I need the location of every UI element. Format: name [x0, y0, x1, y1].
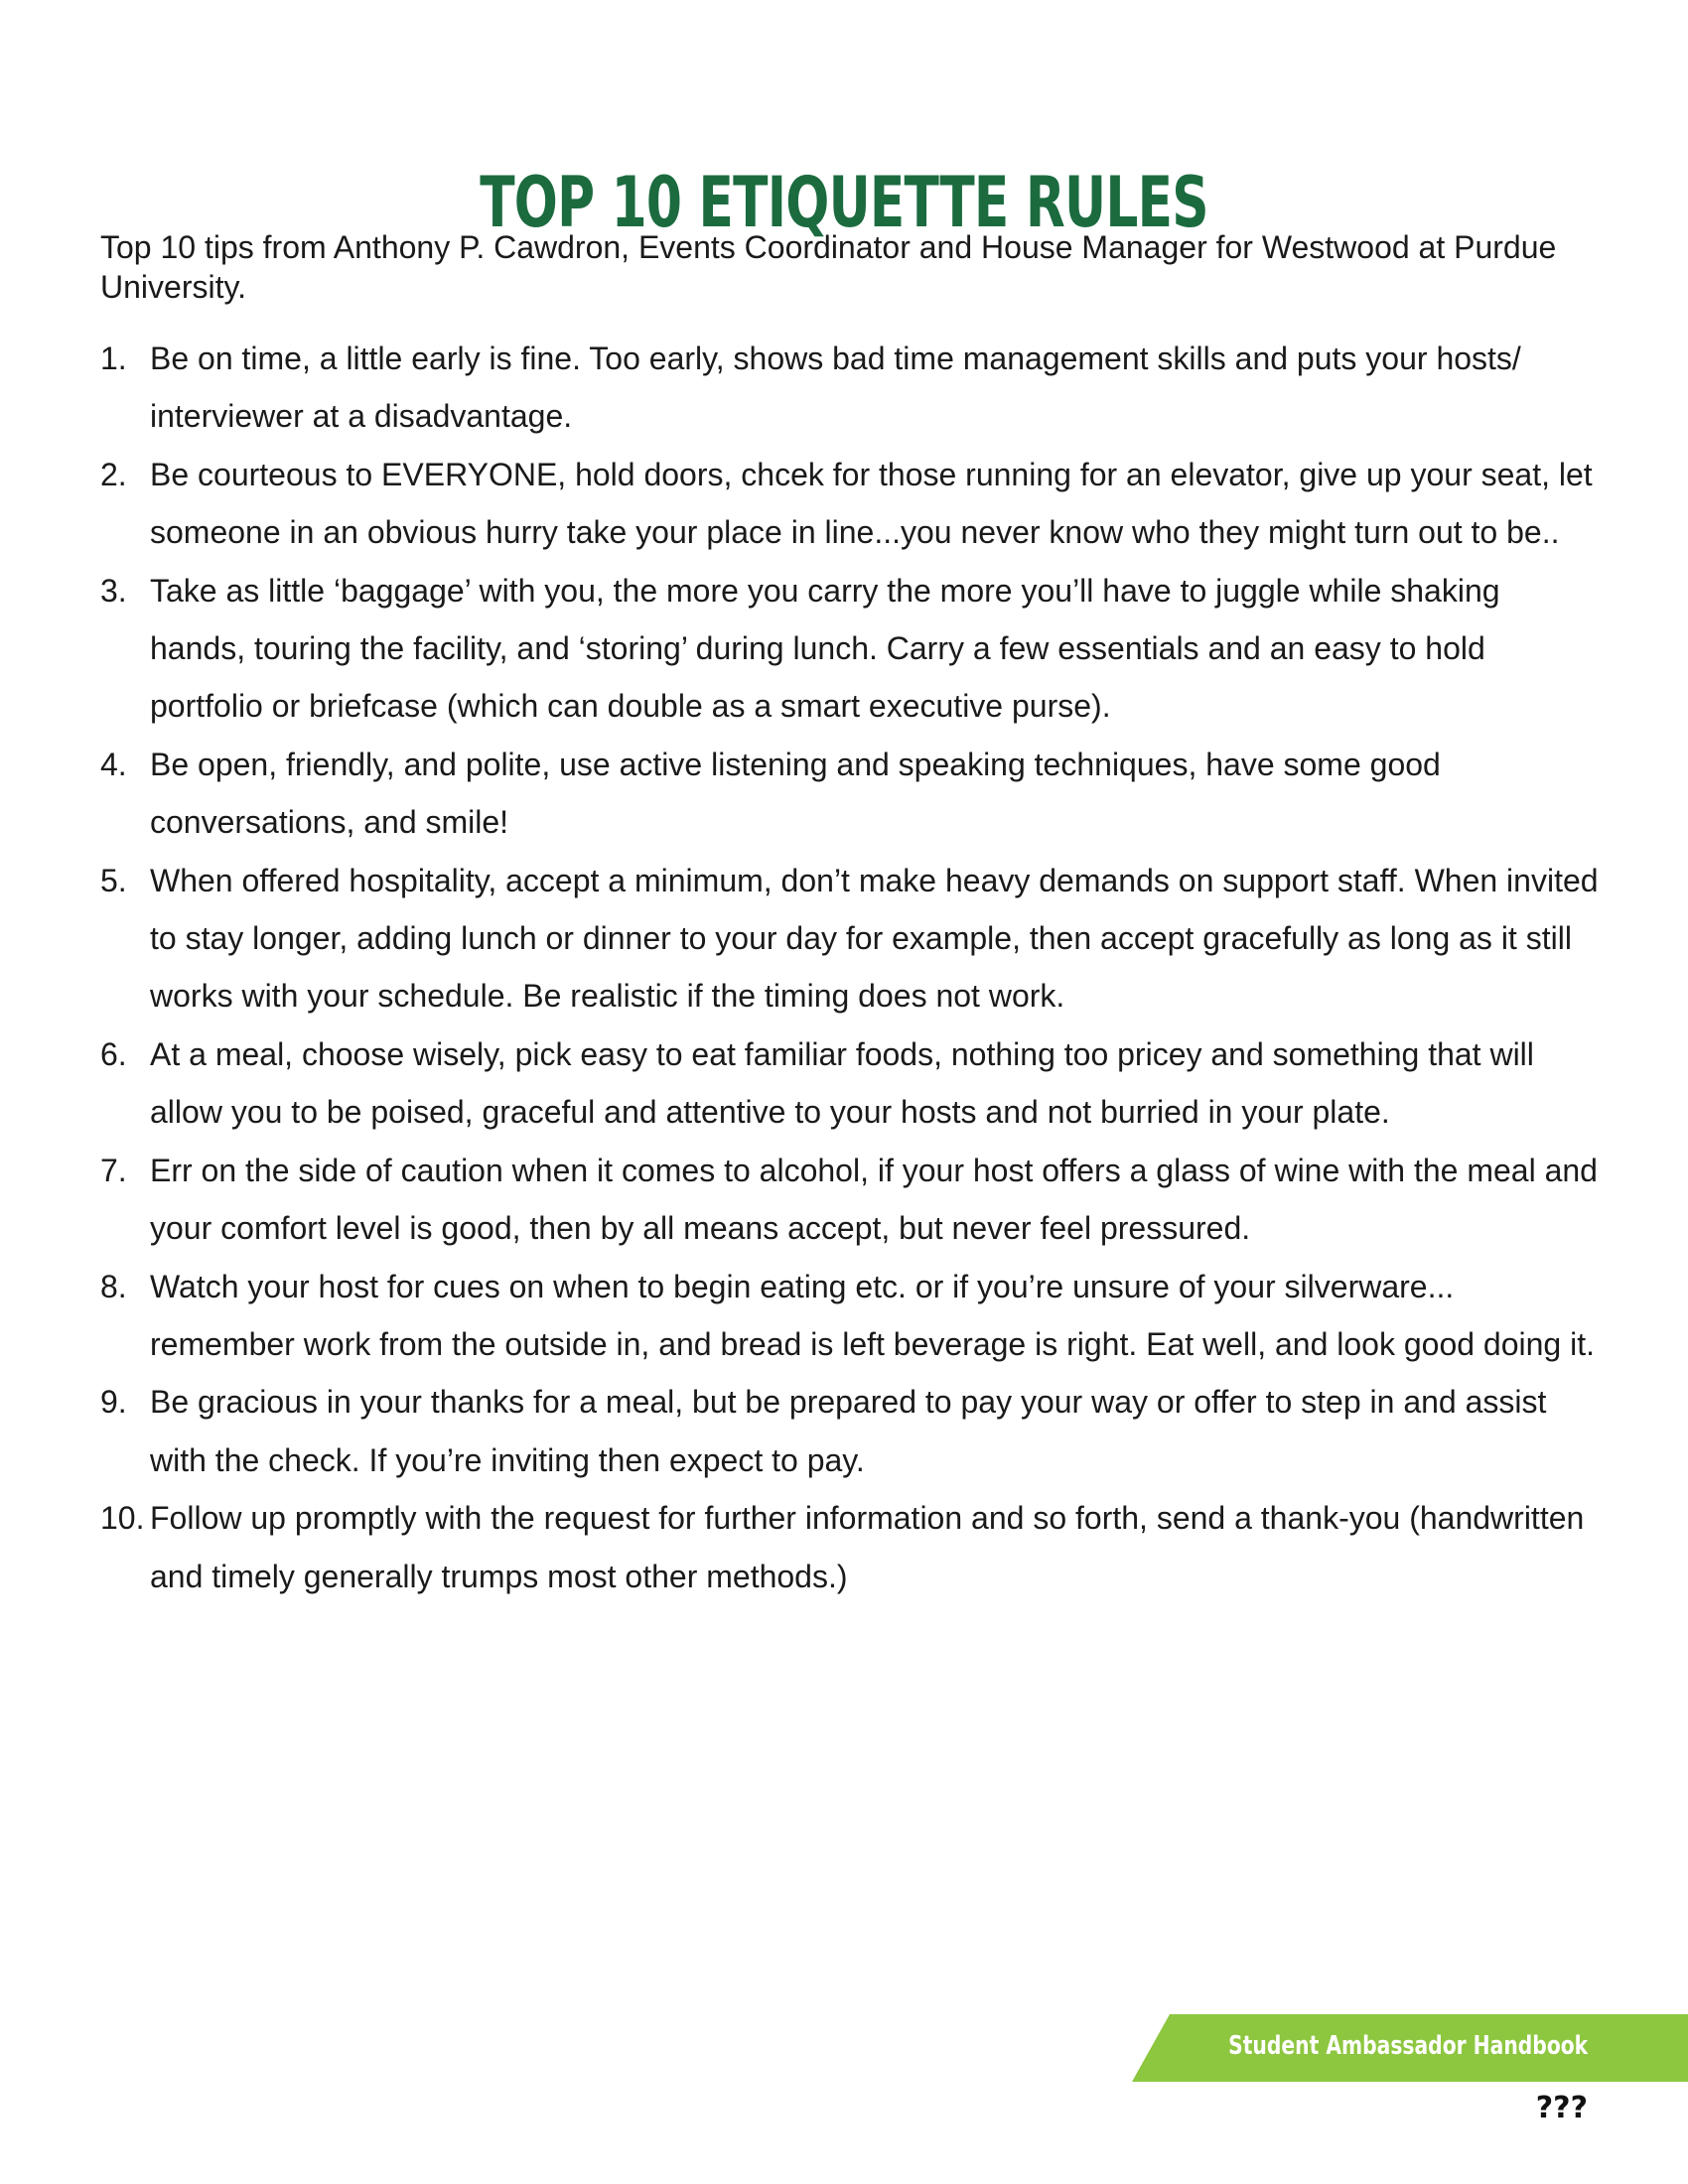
rule-text: When offered hospitality, accept a minimum, don’t make heavy demands on support staff. When invited to stay longer, adding lunch or dinner to your day for example, then accept gracefully as long as it still works with your schedule. Be realistic if the timing does not work. [150, 862, 1599, 1015]
footer-handbook-label: Student Ambassador Handbook [1227, 2031, 1588, 2061]
intro-paragraph: Top 10 tips from Anthony P. Cawdron, Events Coordinator and House Manager for Westwood at Purdue University. [100, 229, 1557, 305]
rule-item-5 [100, 852, 1600, 1025]
rule-item-1 [100, 330, 1600, 446]
rule-text: Err on the side of caution when it comes to alcohol, if your host offers a glass of wine with the meal and your comfort level is good, then by all means accept, but never feel pressured. [150, 1152, 1598, 1247]
rule-text: Be on time, a little early is fine. Too early, shows bad time management skills and puts your hosts/ interviewer at a disadvantage. [150, 341, 1521, 435]
rule-number: 5. [100, 862, 127, 898]
rule-item-8 [100, 1258, 1600, 1374]
etiquette-rules-list [100, 330, 1600, 1605]
rule-item-7 [100, 1142, 1600, 1258]
rule-number: 8. [100, 1268, 127, 1304]
rule-text: Be courteous to EVERYONE, hold doors, chcek for those running for an elevator, give up your seat, let someone in an obvious hurry take your place in line...you never know who they might turn out to be.. [150, 456, 1593, 551]
rule-text: At a meal, choose wisely, pick easy to eat familiar foods, nothing too pricey and something that will allow you to be poised, graceful and attentive to your hosts and not burried in your plate. [150, 1035, 1534, 1131]
page-title: TOP 10 ETIQUETTE RULES [480, 161, 1208, 243]
rule-number: 6. [100, 1035, 127, 1072]
rule-number: 1. [100, 341, 127, 376]
rule-number: 9. [100, 1384, 127, 1421]
rule-text: Take as little ‘baggage’ with you, the more you carry the more you’ll have to juggle while shaking hands, touring the facility, and ‘storing’ during lunch. Carry a few essentials and an easy to hold portfolio or briefcase (which can double as a smart executive purse). [150, 572, 1500, 725]
rule-item-6 [100, 1025, 1600, 1142]
rule-number: 2. [100, 456, 127, 492]
rule-text: Be gracious in your thanks for a meal, but be prepared to pay your way or offer to step in and assist with the check. If you’re inviting then expect to pay. [150, 1384, 1547, 1478]
rule-item-3 [100, 562, 1600, 736]
rule-item-2 [100, 446, 1600, 562]
rule-number: 4. [100, 746, 127, 782]
rule-item-4 [100, 736, 1600, 852]
rule-number: 7. [100, 1152, 127, 1188]
rule-text: Follow up promptly with the request for further information and so forth, send a thank-you (handwritten and timely generally trumps most other methods.) [150, 1500, 1585, 1594]
rule-item-10 [100, 1489, 1600, 1605]
rule-number: 3. [100, 572, 127, 609]
rule-text: Watch your host for cues on when to begin eating etc. or if you’re unsure of your silverware... remember work from the outside in, and bread is left beverage is right. Eat well, and look good doing it. [150, 1268, 1595, 1362]
rule-text: Be open, friendly, and polite, use active listening and speaking techniques, have some good conversations, and smile! [150, 746, 1441, 841]
rule-item-9 [100, 1373, 1600, 1489]
rule-number: 10. [100, 1500, 145, 1537]
page-number: ??? [1535, 2091, 1588, 2125]
